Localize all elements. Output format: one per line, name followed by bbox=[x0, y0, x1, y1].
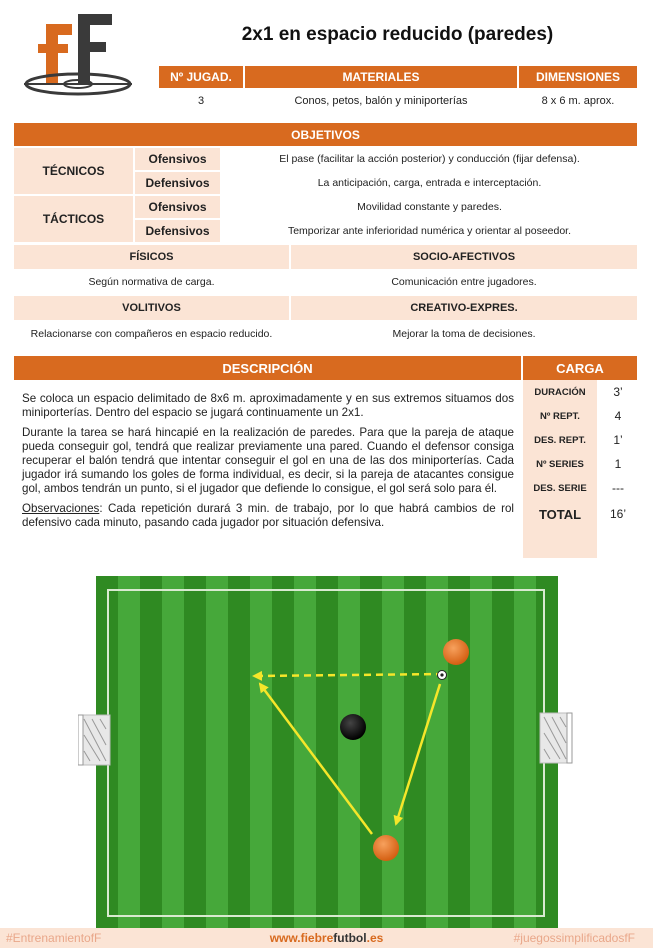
carga-row bbox=[521, 428, 637, 452]
carga-total-label: TOTAL bbox=[538, 506, 582, 522]
descripcion-observaciones bbox=[22, 502, 514, 530]
carga-value: --- bbox=[612, 481, 624, 495]
ball-icon bbox=[438, 671, 447, 680]
observaciones-text: : Cada repetición durará 3 min. de trabajo, por lo que habrá cambios de rol defensivo cada minuto, pasando cada jugador por situación defensiva. bbox=[22, 502, 514, 529]
tacticos-ofensivos-text: Movilidad constante y paredes. bbox=[357, 201, 502, 213]
carga-table bbox=[521, 380, 637, 528]
observaciones-label: Observaciones bbox=[22, 502, 100, 515]
carga-label: Nº SERIES bbox=[536, 458, 584, 470]
carga-value: 4 bbox=[614, 409, 622, 423]
orange-player-icon bbox=[443, 639, 469, 665]
tecnicos-ofensivos-label: Ofensivos bbox=[135, 148, 220, 170]
carga-total-value: 16’ bbox=[609, 507, 626, 521]
carga-row bbox=[521, 476, 637, 500]
tecnicos-ofensivos-text: El pase (facilitar la acción posterior) y conducción (fijar defensa). bbox=[279, 153, 580, 165]
carga-row bbox=[521, 404, 637, 428]
tecnicos-defensivos-text: La anticipación, carga, entrada e interceptación. bbox=[317, 177, 542, 189]
carga-label: DES. SERIE bbox=[533, 482, 587, 494]
descripcion-header: DESCRIPCIÓN bbox=[14, 356, 521, 380]
volitivos-text: Relacionarse con compañeros en espacio reducido. bbox=[30, 328, 273, 340]
tacticos-ofensivos-label: Ofensivos bbox=[135, 196, 220, 218]
creativo-text: Mejorar la toma de decisiones. bbox=[392, 328, 536, 340]
tecnicos-label: TÉCNICOS bbox=[14, 148, 133, 194]
tacticos-defensivos-text: Temporizar ante inferioridad numérica y orientar al poseedor. bbox=[287, 225, 572, 237]
carga-value: 3’ bbox=[613, 385, 623, 399]
pitch-svg bbox=[78, 574, 578, 932]
tecnicos-defensivos-label: Defensivos bbox=[135, 172, 220, 194]
carga-label: DES. REPT. bbox=[534, 434, 586, 446]
value-num-jugadores: 3 bbox=[197, 95, 205, 107]
carga-value: 1’ bbox=[613, 433, 623, 447]
descripcion-p2: Durante la tarea se hará hincapié en la realización de paredes. Para que la pareja de ataque pueda conseguir gol, tendrá que realizar previamente una pared. Cuando el defensor consiga recuperar el balón tendrá que intentar conseguir el gol en una de las dos miniporterías. Cada jugador irá sumando los goles de forma individual, es decir, si la pareja de atacantes consigue gol, ambos tendrán un punto, si el jugador que defiende lo consigue, el gol será solo para él. bbox=[22, 426, 514, 495]
carga-value: 1 bbox=[614, 457, 622, 471]
value-dimensiones: 8 x 6 m. aprox. bbox=[541, 95, 615, 107]
objetivos-header: OBJETIVOS bbox=[14, 123, 637, 146]
socio-afectivos-label: SOCIO-AFECTIVOS bbox=[291, 245, 637, 269]
carga-row bbox=[521, 380, 637, 404]
tacticos-label: TÁCTICOS bbox=[14, 196, 133, 242]
pitch-diagram bbox=[78, 574, 578, 932]
mini-goal-right-icon bbox=[540, 713, 572, 763]
logo bbox=[18, 10, 138, 105]
black-defender-icon bbox=[340, 714, 366, 740]
header-materiales: MATERIALES bbox=[245, 66, 517, 88]
footer-hashtag-right: #juegossimplificadosfF bbox=[513, 931, 635, 945]
descripcion-body bbox=[22, 392, 514, 536]
header-num-jugadores: Nº JUGAD. bbox=[159, 66, 243, 88]
fisicos-label: FÍSICOS bbox=[14, 245, 289, 269]
tacticos-defensivos-label: Defensivos bbox=[135, 220, 220, 242]
volitivos-label: VOLITIVOS bbox=[14, 296, 289, 320]
orange-player-icon bbox=[373, 835, 399, 861]
descripcion-p1: Se coloca un espacio delimitado de 8x6 m. aproximadamente y en sus extremos situamos dos miniporterías. Dentro del espacio se jugará continuamente un 2x1. bbox=[22, 392, 514, 419]
website-part-b: futbol bbox=[333, 931, 367, 945]
value-materiales: Conos, petos, balón y miniporterías bbox=[294, 95, 468, 107]
mini-goal-left-icon bbox=[78, 715, 110, 765]
socio-afectivos-text: Comunicación entre jugadores. bbox=[391, 276, 537, 288]
header-dimensiones: DIMENSIONES bbox=[519, 66, 637, 88]
fisicos-text: Según normativa de carga. bbox=[88, 276, 215, 288]
website-part-a: www.fiebre bbox=[269, 931, 334, 945]
creativo-label: CREATIVO-EXPRES. bbox=[291, 296, 637, 320]
carga-header: CARGA bbox=[523, 356, 637, 380]
carga-row bbox=[521, 452, 637, 476]
carga-label: DURACIÓN bbox=[534, 386, 586, 398]
carga-total-row bbox=[521, 500, 637, 528]
carga-label: Nº REPT. bbox=[540, 410, 580, 422]
page-title: 2x1 en espacio reducido (paredes) bbox=[241, 24, 554, 45]
pitch-grass bbox=[96, 576, 558, 930]
website-part-c: .es bbox=[366, 931, 384, 945]
footer-hashtag-left: #EntrenamientofF bbox=[6, 931, 102, 945]
